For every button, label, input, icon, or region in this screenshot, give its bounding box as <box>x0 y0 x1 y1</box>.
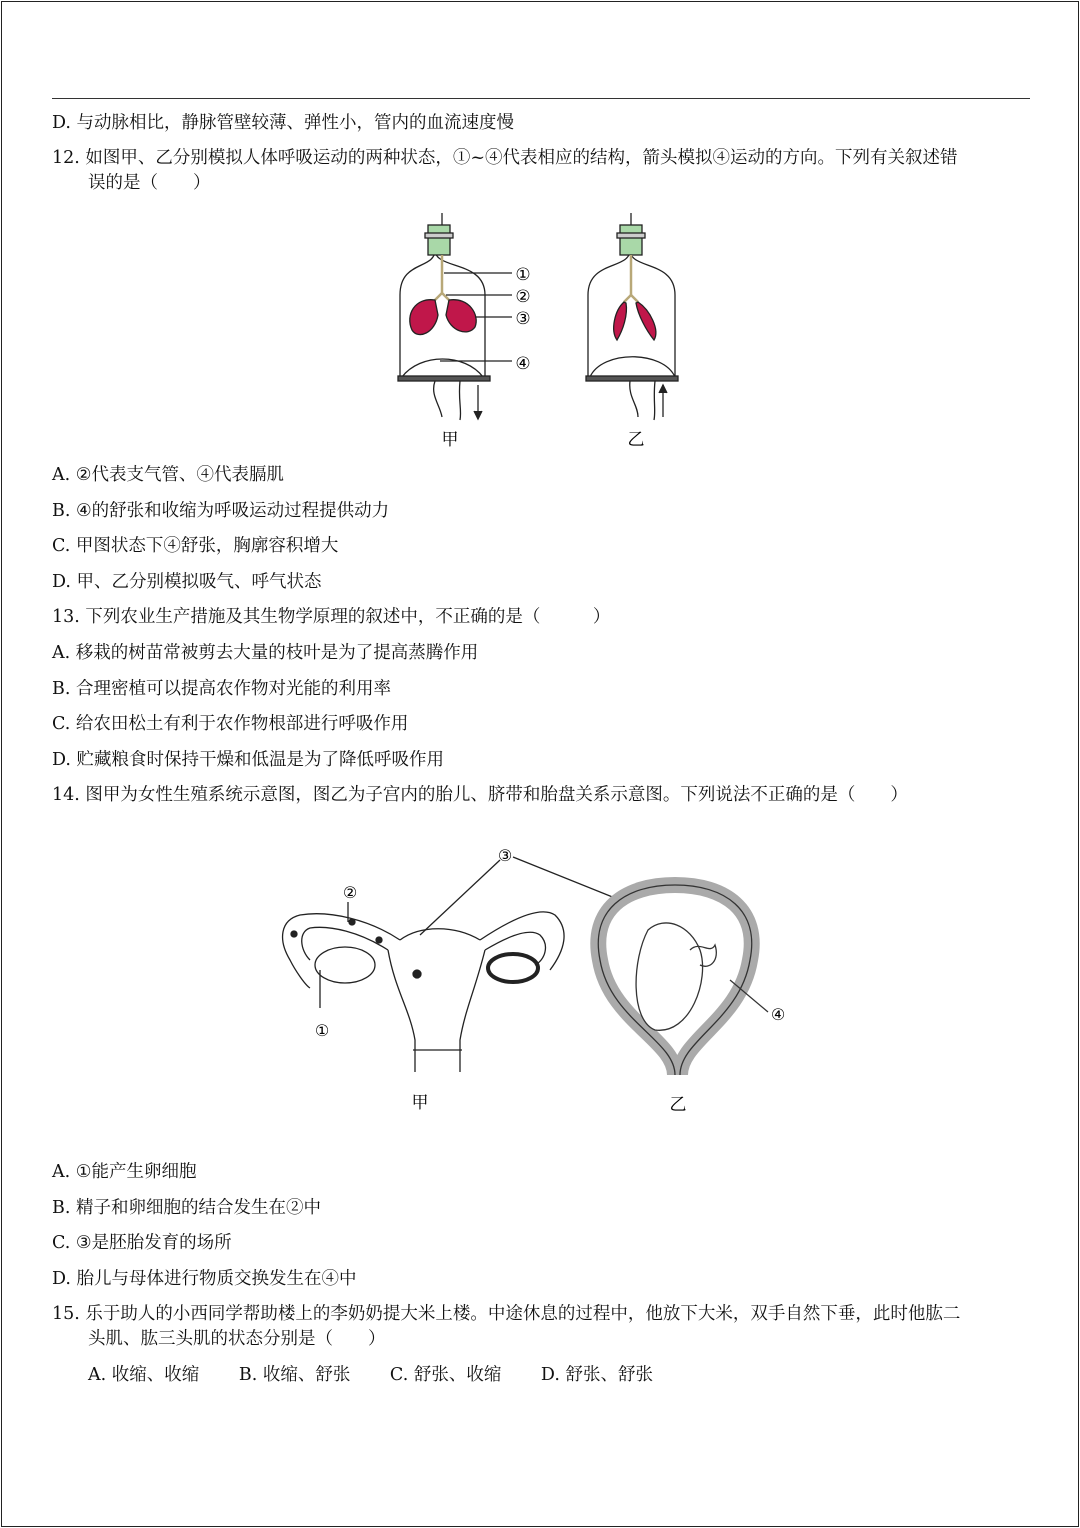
q13-option-b: B. 合理密植可以提高农作物对光能的利用率 <box>52 679 391 699</box>
q15-option-b: B. 收缩、舒张 <box>238 1365 351 1385</box>
mark-3: ③ <box>497 846 513 865</box>
q13-option-a: A. 移栽的树苗常被剪去大量的枝叶是为了提高蒸腾作用 <box>52 643 479 663</box>
q14-stem: 14. 图甲为女性生殖系统示意图，图乙为子宫内的胎儿、脐带和胎盘关系示意图。下列说法不正确的是（ ） <box>52 785 908 805</box>
q13-stem: 13. 下列农业生产措施及其生物学原理的叙述中，不正确的是（ ） <box>52 607 611 627</box>
q12-option-b: B. ④的舒张和收缩为呼吸运动过程提供动力 <box>52 501 390 521</box>
header-rule <box>52 98 1030 99</box>
q14-option-c: C. ③是胚胎发育的场所 <box>52 1233 232 1253</box>
q15-stem: 15. 乐于助人的小西同学帮助楼上的李奶奶提大米上楼。中途休息的过程中，他放下大米，双手自然下垂，此时他肱二 <box>52 1304 961 1324</box>
q15-options <box>88 1363 687 1387</box>
uterus-diagram-jia <box>283 857 615 1072</box>
mark-2: ② <box>515 287 531 307</box>
q12-option-c: C. 甲图状态下④舒张，胸廓容积增大 <box>52 536 339 556</box>
bell-jar-yi <box>586 213 678 420</box>
mark-4: ④ <box>515 354 531 374</box>
q11-option-d: D. 与动脉相比，静脉管壁较薄、弹性小，管内的血流速度慢 <box>52 113 515 133</box>
q14-option-a: A. ①能产生卵细胞 <box>52 1162 197 1182</box>
fetus-diagram-yi <box>598 885 768 1075</box>
q12-option-a: A. ②代表支气管、④代表膈肌 <box>52 465 284 485</box>
q12-stem-cont: 误的是（ ） <box>88 173 211 193</box>
q15-option-a: A. 收缩、收缩 <box>88 1365 200 1385</box>
q12-stem: 12. 如图甲、乙分别模拟人体呼吸运动的两种状态，①~④代表相应的结构，箭头模拟④运动的方向。下列有关叙述错 <box>52 148 958 168</box>
bell-jar-jia <box>398 213 512 420</box>
label-yi: 乙 <box>627 430 645 450</box>
mark-1: ① <box>314 1021 330 1040</box>
q13-option-c: C. 给农田松土有利于农作物根部进行呼吸作用 <box>52 714 409 734</box>
q14-option-b: B. 精子和卵细胞的结合发生在②中 <box>52 1198 321 1218</box>
q15-option-d: D. 舒张、舒张 <box>540 1365 653 1385</box>
mark-3: ③ <box>515 309 531 329</box>
mark-1: ① <box>515 265 531 285</box>
mark-4: ④ <box>770 1005 786 1024</box>
q15-option-c: C. 舒张、收缩 <box>389 1365 502 1385</box>
label-jia: 甲 <box>441 430 459 450</box>
label-yi: 乙 <box>669 1095 687 1115</box>
q13-option-d: D. 贮藏粮食时保持干燥和低温是为了降低呼吸作用 <box>52 750 445 770</box>
q15-stem-cont: 头肌、肱三头肌的状态分别是（ ） <box>88 1329 386 1349</box>
q14-option-d: D. 胎儿与母体进行物质交换发生在④中 <box>52 1269 357 1289</box>
mark-2: ② <box>342 883 358 902</box>
q14-reproductive-figure <box>270 840 800 1120</box>
q12-breathing-model-figure <box>380 205 700 455</box>
label-jia: 甲 <box>411 1093 429 1113</box>
q12-option-d: D. 甲、乙分别模拟吸气、呼气状态 <box>52 572 322 592</box>
